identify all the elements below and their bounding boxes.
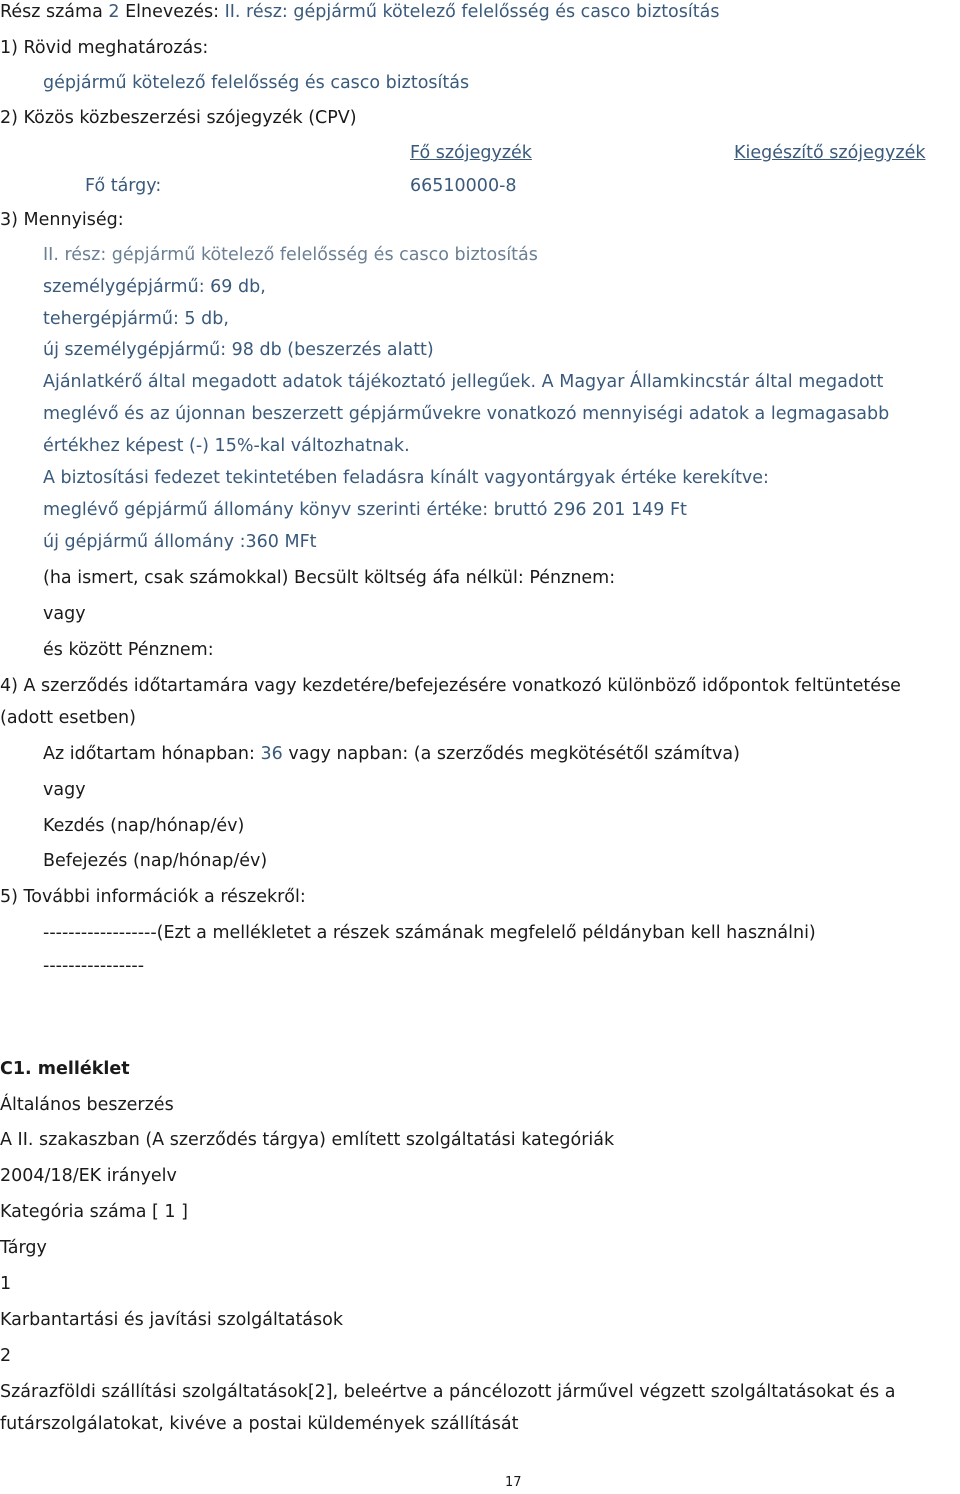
part-header (0, 1, 719, 23)
estimated-cost-between: és között Pénznem: (43, 640, 214, 660)
short-definition-heading: 1) Rövid meghatározás: (0, 38, 209, 58)
annex-line: 2 (0, 1346, 12, 1366)
cpv-supplementary-column-header: Kiegészítő szójegyzék (734, 143, 926, 163)
duration-or: vagy (43, 780, 86, 800)
quantity-line: tehergépjármű: 5 db, (43, 309, 229, 329)
cpv-heading: 2) Közös közbeszerzési szójegyzék (CPV) (0, 108, 357, 128)
annex-line: 1 (0, 1274, 12, 1294)
duration-days-label: vagy napban: (a szerződés megkötésétől számítva) (288, 744, 740, 764)
estimated-cost-or: vagy (43, 604, 86, 624)
part-number: 2 (108, 2, 120, 22)
quantity-line: új gépjármű állomány :360 MFt (43, 532, 317, 552)
annex-line: Kategória száma [ 1 ] (0, 1202, 188, 1222)
quantity-line: személygépjármű: 69 db, (43, 277, 266, 297)
annex-line: 2004/18/EK irányelv (0, 1166, 177, 1186)
estimated-cost-line: (ha ismert, csak számokkal) Becsült költség áfa nélkül: Pénznem: (43, 568, 616, 588)
duration-heading-cont: (adott esetben) (0, 708, 136, 728)
duration-months-label: Az időtartam hónapban: (43, 744, 255, 764)
cpv-main-object-label: Fő tárgy: (85, 176, 162, 196)
short-definition-value: gépjármű kötelező felelősség és casco biztosítás (43, 73, 470, 93)
annex-title: C1. melléklet (0, 1059, 130, 1079)
part-number-label: Rész száma (0, 2, 103, 22)
annex-line: Tárgy (0, 1238, 47, 1258)
page-number: 17 (505, 1475, 522, 1490)
part-name-label: Elnevezés: (125, 2, 219, 22)
part-name: II. rész: gépjármű kötelező felelősség és casco biztosítás (224, 2, 720, 22)
quantity-line: meglévő és az újonnan beszerzett gépjárművekre vonatkozó mennyiségi adatok a legmagasabb (43, 404, 890, 424)
quantity-heading: 3) Mennyiség: (0, 210, 124, 230)
annex-line: futárszolgálatokat, kivéve a postai küldemények szállítását (0, 1414, 519, 1434)
cpv-main-object-code: 66510000-8 (410, 176, 517, 196)
duration-months-line (43, 743, 740, 765)
annex-line: Karbantartási és javítási szolgáltatások (0, 1310, 343, 1330)
quantity-line: meglévő gépjármű állomány könyv szerinti értéke: bruttó 296 201 149 Ft (43, 500, 687, 520)
quantity-line: értékhez képest (-) 15%-kal változhatnak. (43, 436, 410, 456)
further-info-divider: ---------------- (43, 956, 145, 976)
duration-heading: 4) A szerződés időtartamára vagy kezdetére/befejezésére vonatkozó különböző időpontok feltüntetése (0, 676, 901, 696)
duration-months-value: 36 (260, 744, 283, 764)
quantity-line: II. rész: gépjármű kötelező felelősség és casco biztosítás (43, 245, 538, 265)
quantity-line: Ajánlatkérő által megadott adatok tájékoztató jellegűek. A Magyar Államkincstár által megadott (43, 372, 884, 392)
further-info-heading: 5) További információk a részekről: (0, 887, 306, 907)
annex-line: A II. szakaszban (A szerződés tárgya) említett szolgáltatási kategóriák (0, 1130, 615, 1150)
further-info-note: ------------------(Ezt a mellékletet a részek számának megfelelő példányban kell használni) (43, 923, 816, 943)
annex-line: Szárazföldi szállítási szolgáltatások[2], beleértve a páncélozott járművel végzett szolgáltatásokat és a (0, 1382, 896, 1402)
duration-end: Befejezés (nap/hónap/év) (43, 851, 268, 871)
cpv-main-column-header: Fő szójegyzék (410, 143, 532, 163)
duration-start: Kezdés (nap/hónap/év) (43, 816, 245, 836)
quantity-line: A biztosítási fedezet tekintetében feladásra kínált vagyontárgyak értéke kerekítve: (43, 468, 769, 488)
quantity-line: új személygépjármű: 98 db (beszerzés alatt) (43, 340, 434, 360)
annex-line: Általános beszerzés (0, 1095, 174, 1115)
